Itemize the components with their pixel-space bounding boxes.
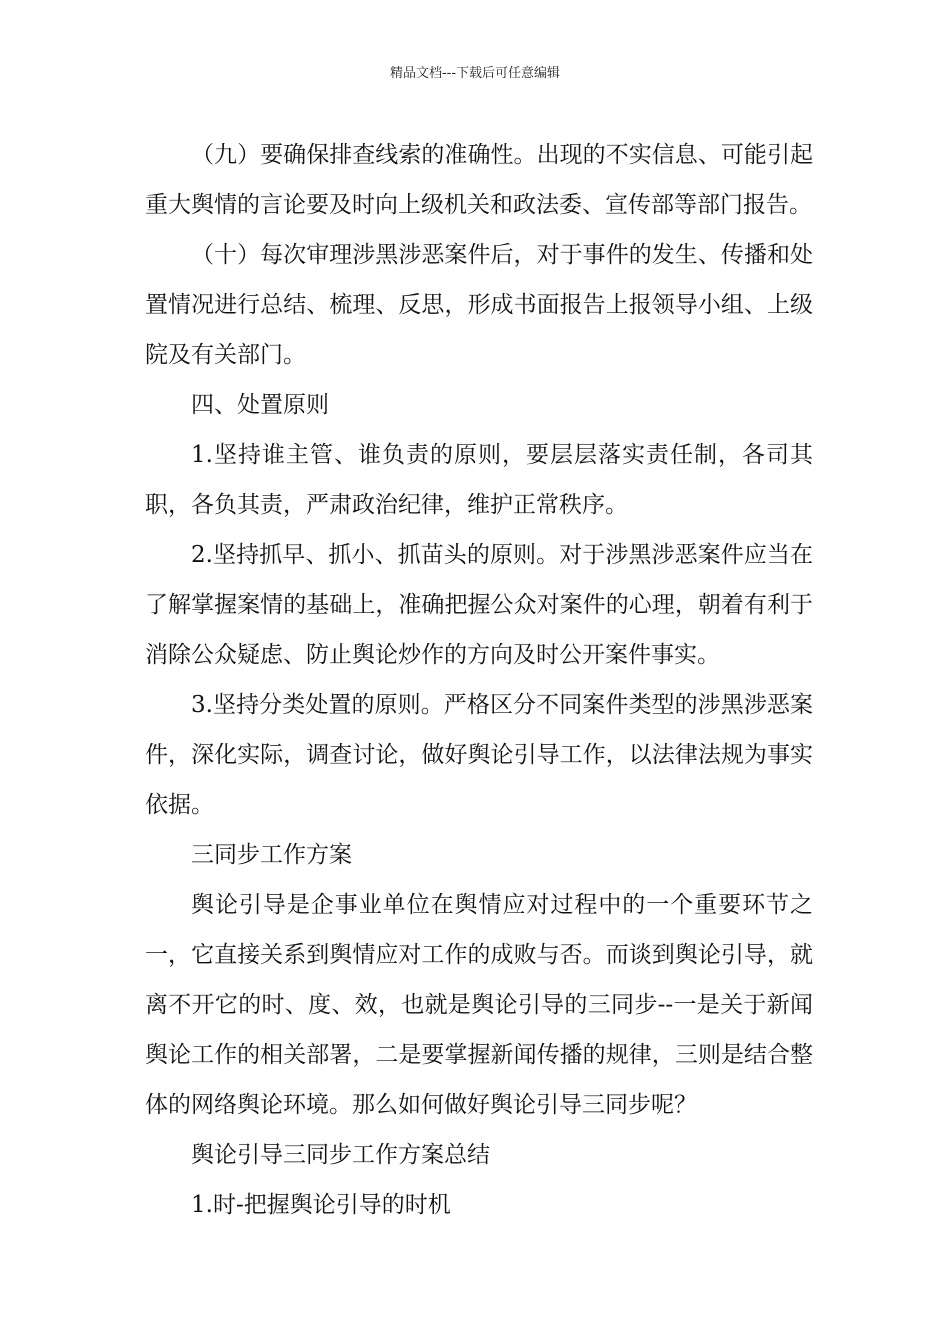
principle-3: 3.坚持分类处置的原则。严格区分不同案件类型的涉黑涉恶案件，深化实际，调查讨论，做好舆论引导工作，以法律法规为事实依据。 [145, 692, 813, 818]
page-header: 精品文档---下载后可任意编辑 [389, 66, 561, 81]
item-timing: 1.时-把握舆论引导的时机 [191, 1192, 451, 1218]
principle-1: 1.坚持谁主管、谁负责的原则，要层层落实责任制，各司其职，各负其责，严肃政治纪律，维护正常秩序。 [145, 442, 813, 518]
paragraph-item-9: （九）要确保排查线索的准确性。出现的不实信息、可能引起重大舆情的言论要及时向上级机关和政法委、宣传部等部门报告。 [145, 142, 813, 218]
principle-2: 2.坚持抓早、抓小、抓苗头的原则。对于涉黑涉恶案件应当在了解掌握案情的基础上，准确把握公众对案件的心理，朝着有利于消除公众疑虑、防止舆论炒作的方向及时公开案件事实。 [145, 542, 813, 668]
document-body [145, 130, 813, 1230]
section-heading-sync-plan: 三同步工作方案 [191, 842, 352, 868]
section-heading-principles: 四、处置原则 [191, 392, 329, 418]
intro-paragraph: 舆论引导是企事业单位在舆情应对过程中的一个重要环节之一，它直接关系到舆情应对工作的成败与否。而谈到舆论引导，就离不开它的时、度、效，也就是舆论引导的三同步--一是关于新闻舆论工作的相关部署，二是要掌握新闻传播的规律，三则是结合整体的网络舆论环境。那么如何做好舆论引导三同步呢？ [145, 892, 813, 1118]
subheading-summary: 舆论引导三同步工作方案总结 [191, 1142, 490, 1168]
paragraph-item-10: （十）每次审理涉黑涉恶案件后，对于事件的发生、传播和处置情况进行总结、梳理、反思，形成书面报告上报领导小组、上级院及有关部门。 [145, 242, 813, 368]
